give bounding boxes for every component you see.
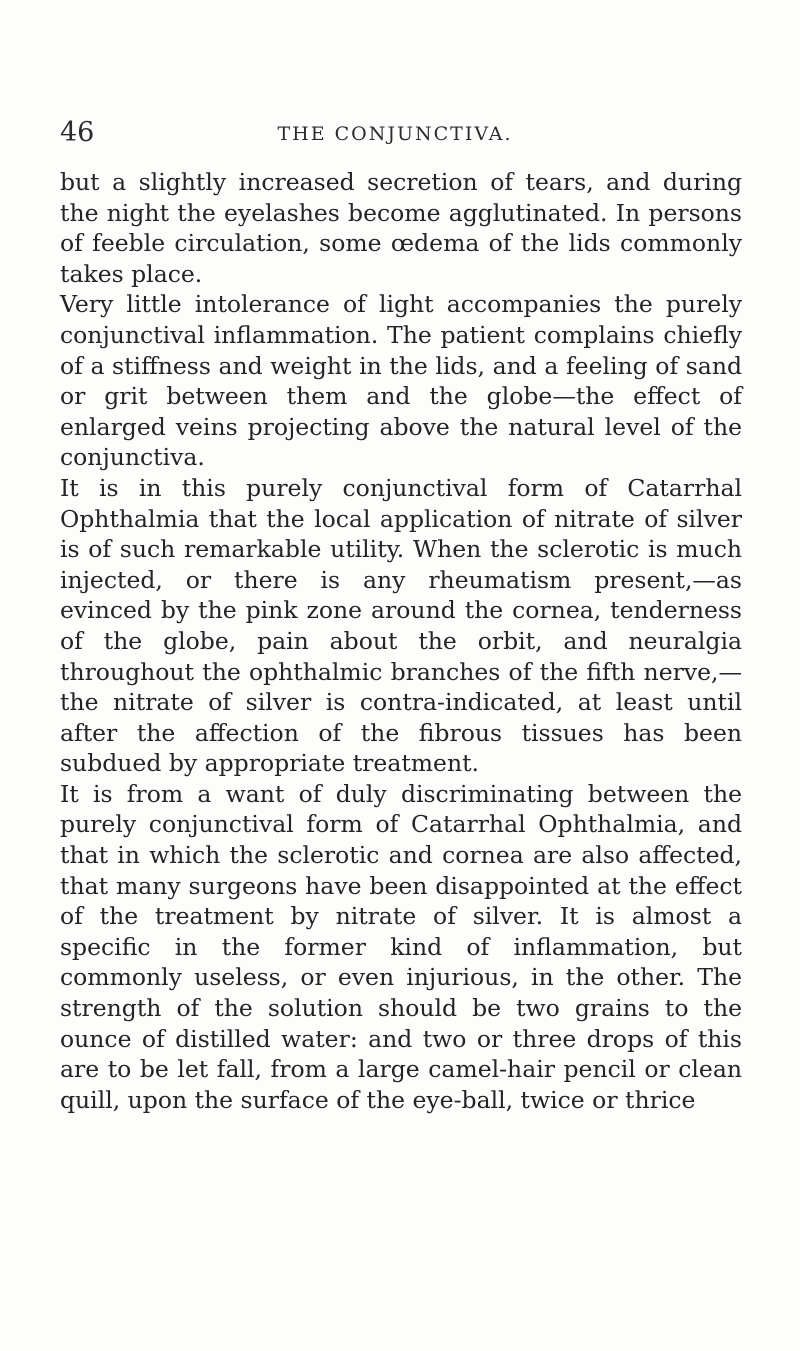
paragraph-3: It is in this purely conjunctival form of Catarrhal Ophthalmia that the local application of nitrate of silver is of such remarkable utility. When the sclerotic is much injected, or there is any rheumatism present,—as evinced by the pink zone around the cornea, tenderness of the globe, pain about the orbit, and neuralgia throughout the ophthalmic branches of the fifth nerve,—the nitrate of silver is contra-indicated, at least until after the affection of the fibrous tissues has been subdued by appropriate treatment. [60,473,742,778]
running-title: THE CONJUNCTIVA. [277,123,513,145]
body-text [60,167,742,1115]
page-number: 46 [60,117,95,148]
paragraph-2: Very little intolerance of light accompanies the purely conjunctival inflammation. The patient complains chiefly of a stiffness and weight in the lids, and a feeling of sand or grit between them and the globe—the effect of enlarged veins projecting above the natural level of the conjunctiva. [60,290,742,472]
page-header [60,118,730,148]
paragraph-4: It is from a want of duly discriminating between the purely conjunctival form of Catarrhal Ophthalmia, and that in which the sclerotic and cornea are also affected, that many surgeons have been disappointed at the effect of the treatment by nitrate of silver. It is almost a specific in the former kind of inflammation, but commonly useless, or even injurious, in the other. The strength of the solution should be two grains to the ounce of distilled water: and two or three drops of this are to be let fall, from a large camel-hair pencil or clean quill, upon the surface of the eye-ball, twice or thrice [60,779,742,1114]
paragraph-1: but a slightly increased secretion of tears, and during the night the eyelashes become agglutinated. In persons of feeble circulation, some œdema of the lids commonly takes place. [60,168,742,288]
